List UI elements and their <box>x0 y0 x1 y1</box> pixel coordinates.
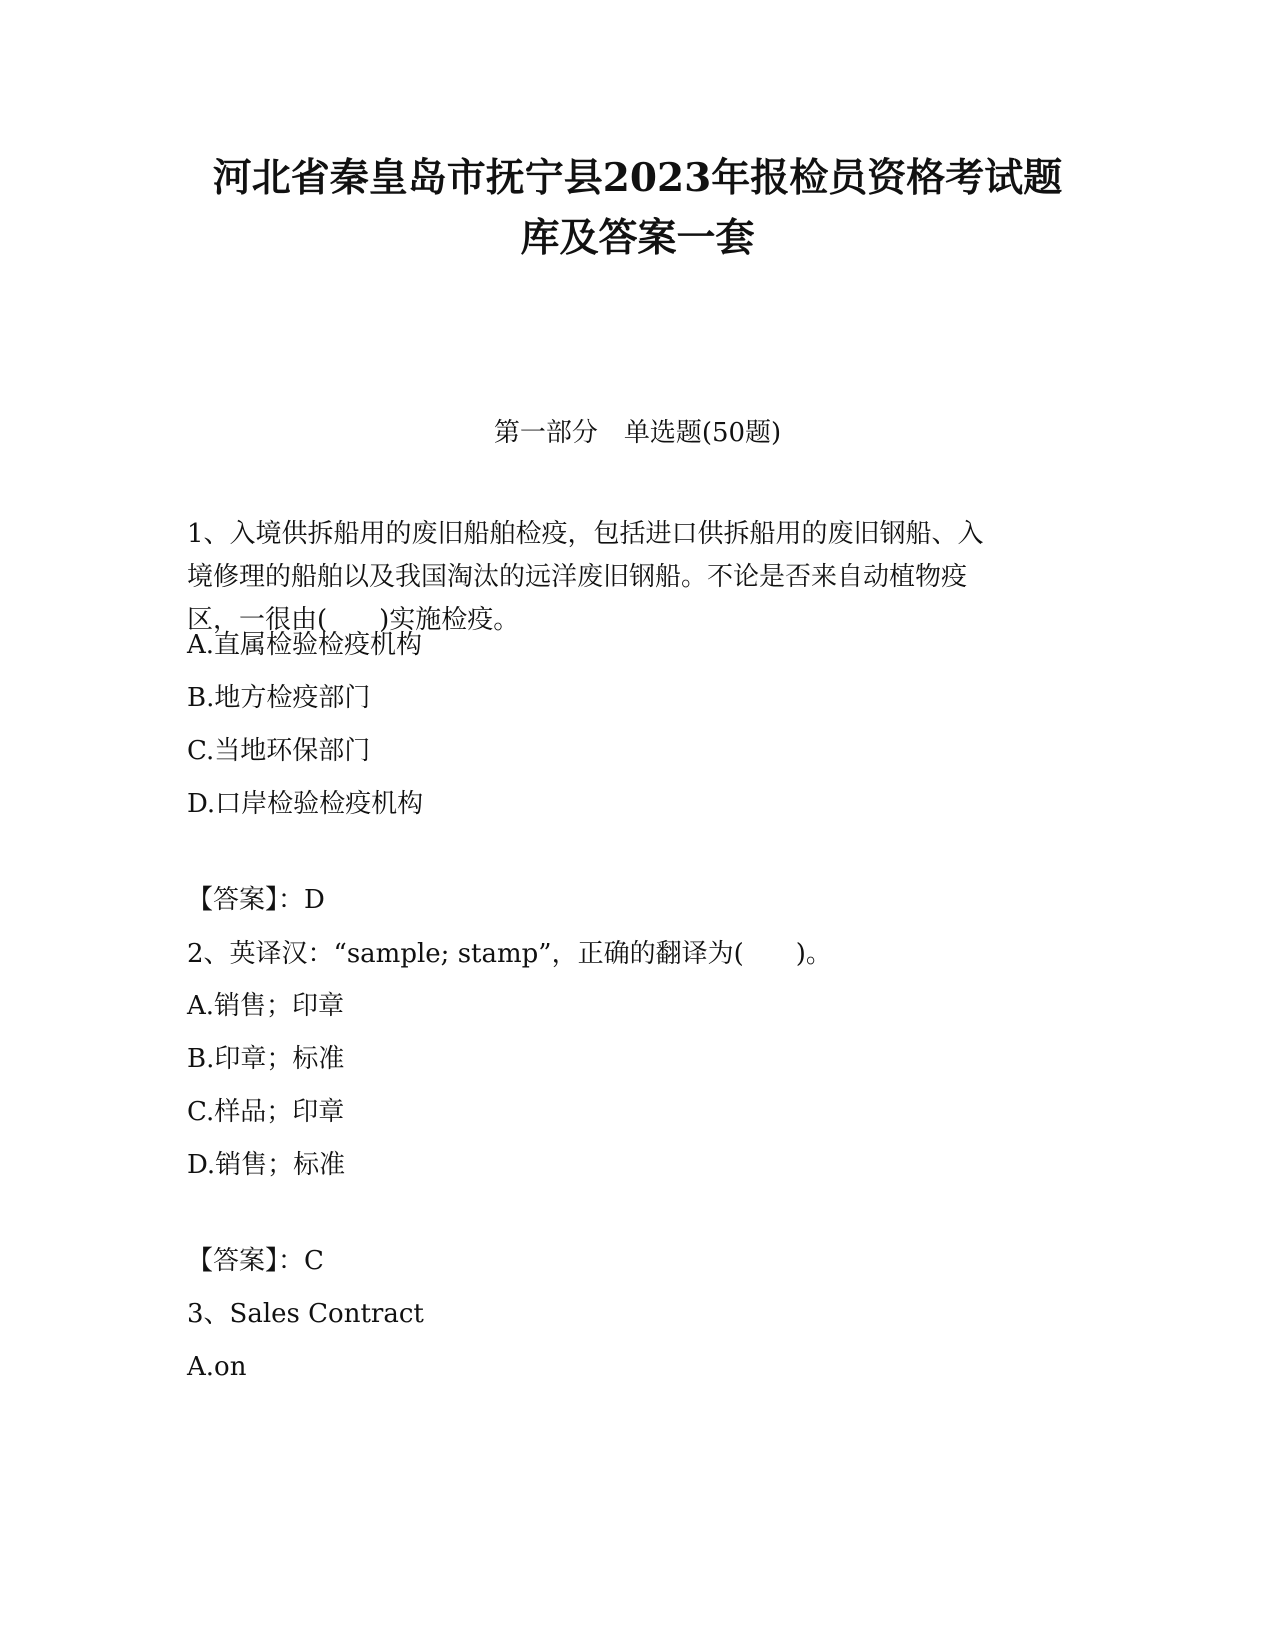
question-1-option-a: A.直属检验检疫机构 <box>187 630 423 660</box>
question-1-answer: 【答案】：D <box>187 885 325 915</box>
question-1-stem-line: 1、入境供拆船用的废旧船舶检疫，包括进口供拆船用的废旧钢船、入 <box>187 519 984 549</box>
document-title <box>0 148 1275 268</box>
document-title-line-1: 河北省秦皇岛市抚宁县2023年报检员资格考试题 <box>212 155 1063 201</box>
question-1-stem-line: 境修理的船舶以及我国淘汰的远洋废旧钢船。不论是否来自动植物疫 <box>187 562 968 592</box>
question-2-option-c: C.样品；印章 <box>187 1097 345 1127</box>
section-heading: 第一部分 单选题(50题) <box>493 418 782 448</box>
question-1-option-d: D.口岸检验检疫机构 <box>187 789 424 819</box>
question-1-stem-line: 区，一很由( )实施检疫。 <box>187 605 520 635</box>
question-2-option-b: B.印章；标准 <box>187 1044 345 1074</box>
document-title-line-2: 库及答案一套 <box>520 215 755 261</box>
question-2-option-a: A.销售；印章 <box>187 991 345 1021</box>
question-1-stem <box>187 513 1087 642</box>
question-1-option-c: C.当地环保部门 <box>187 736 371 766</box>
question-2-stem: 2、英译汉：“sample; stamp”，正确的翻译为( )。 <box>187 939 832 969</box>
question-3-stem: 3、Sales Contract <box>187 1299 424 1329</box>
question-2-option-d: D.销售；标准 <box>187 1150 346 1180</box>
question-1-option-b: B.地方检疫部门 <box>187 683 371 713</box>
question-3-option-a: A.on <box>187 1352 247 1382</box>
question-2-answer: 【答案】：C <box>187 1246 324 1276</box>
